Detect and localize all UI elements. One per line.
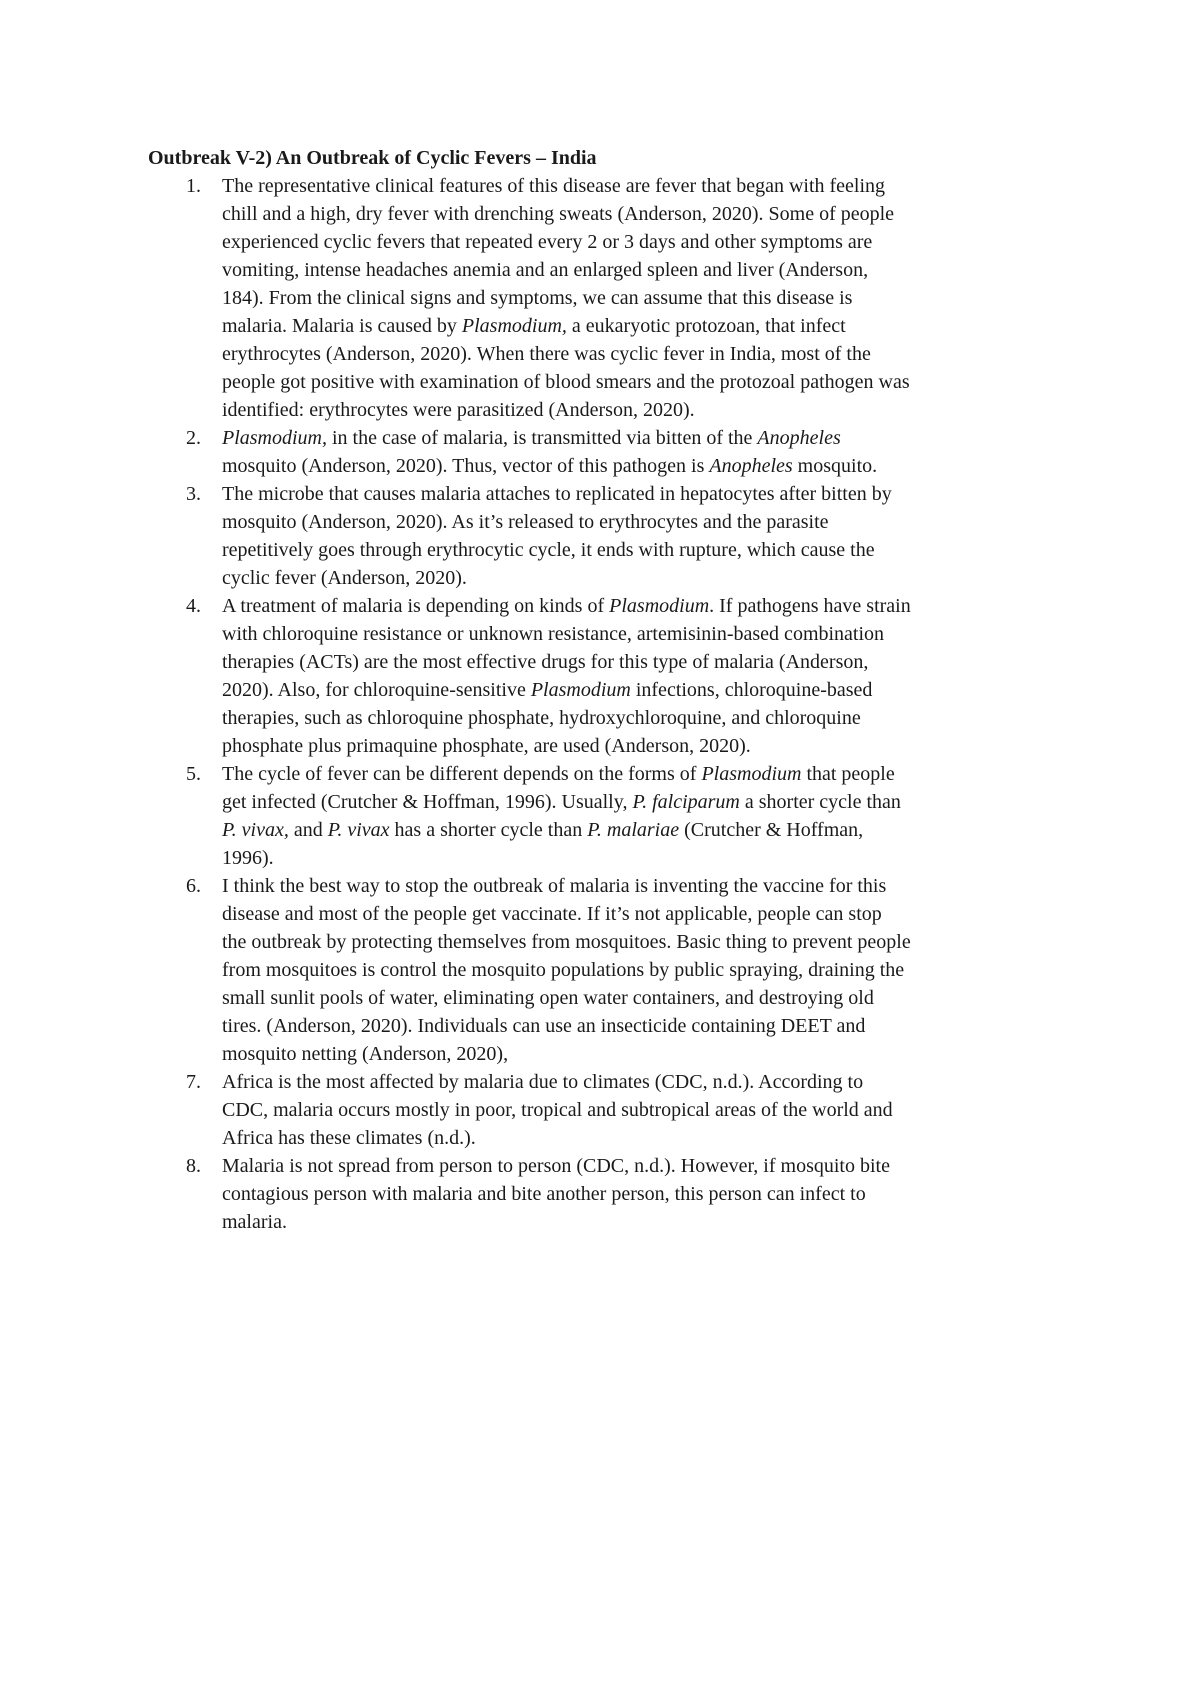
list-item (0, 480, 1200, 592)
text-run: mosquito netting (Anderson, 2020), (222, 1043, 509, 1065)
text-line (222, 1208, 1062, 1236)
list-item-text (222, 1068, 1062, 1152)
text-line (222, 732, 1062, 760)
text-run: tires. (Anderson, 2020). Individuals can use an insecticide containing DEET and (222, 1015, 866, 1037)
list-item (0, 592, 1200, 760)
text-run: in the case of malaria, is transmitted via bitten of the (327, 427, 758, 449)
text-run: repetitively goes through erythrocytic cycle, it ends with rupture, which cause the (222, 539, 875, 561)
text-run: small sunlit pools of water, eliminating open water containers, and destroying old (222, 987, 874, 1009)
text-line (222, 1040, 1062, 1068)
text-line (222, 1180, 1062, 1208)
italic-text: P. malariae (587, 819, 680, 841)
text-line (222, 816, 1062, 844)
list-item-text (222, 760, 1062, 872)
text-run: has a shorter cycle than (389, 819, 588, 841)
text-run: CDC, malaria occurs mostly in poor, tropical and subtropical areas of the world and (222, 1099, 893, 1121)
text-run: I think the best way to stop the outbreak of malaria is inventing the vaccine for this (222, 875, 887, 897)
text-line (222, 928, 1062, 956)
text-run: malaria. Malaria is caused by (222, 315, 462, 337)
text-run: Malaria is not spread from person to person (CDC, n.d.). However, if mosquito bite (222, 1155, 890, 1177)
text-line (222, 676, 1062, 704)
text-line (222, 508, 1062, 536)
text-line (222, 760, 1062, 788)
list-item (0, 172, 1200, 424)
text-line (222, 1012, 1062, 1040)
text-line (222, 536, 1062, 564)
list-item-number: 3. (186, 483, 201, 505)
text-line (222, 396, 1062, 424)
text-line (222, 228, 1062, 256)
text-run: disease and most of the people get vaccinate. If it’s not applicable, people can stop (222, 903, 882, 925)
text-line (222, 844, 1062, 872)
text-line (222, 1124, 1062, 1152)
text-run: identified: erythrocytes were parasitized (Anderson, 2020). (222, 399, 695, 421)
text-run: cyclic fever (Anderson, 2020). (222, 567, 467, 589)
text-line (222, 368, 1062, 396)
text-run: mosquito. (792, 455, 878, 477)
text-run: 1996). (222, 847, 274, 869)
text-run: the outbreak by protecting themselves from mosquitoes. Basic thing to prevent people (222, 931, 911, 953)
text-run: The microbe that causes malaria attaches to replicated in hepatocytes after bitten by (222, 483, 892, 505)
list-item-number: 4. (186, 595, 201, 617)
text-run: . If pathogens have strain (709, 595, 911, 617)
text-run: chill and a high, dry fever with drenching sweats (Anderson, 2020). Some of people (222, 203, 895, 225)
text-line (222, 1152, 1062, 1180)
text-run: a shorter cycle than (739, 791, 901, 813)
italic-text: Anopheles (757, 427, 841, 449)
text-run: vomiting, intense headaches anemia and an enlarged spleen and liver (Anderson, (222, 259, 869, 281)
italic-text: Anopheles (709, 455, 793, 477)
text-run: from mosquitoes is control the mosquito populations by public spraying, draining the (222, 959, 905, 981)
text-line (222, 620, 1062, 648)
text-line (222, 480, 1062, 508)
text-line (222, 284, 1062, 312)
text-line (222, 564, 1062, 592)
list-item (0, 1152, 1200, 1236)
text-run: 2020). Also, for chloroquine-sensitive (222, 679, 531, 701)
text-run: Africa has these climates (n.d.). (222, 1127, 476, 1149)
text-run: get infected (Crutcher & Hoffman, 1996). Usually, (222, 791, 633, 813)
text-line (222, 424, 1062, 452)
italic-text: Plasmodium, (222, 427, 327, 449)
text-line (222, 900, 1062, 928)
list-item-text (222, 480, 1062, 592)
text-line (222, 788, 1062, 816)
list-item (0, 872, 1200, 1068)
text-run: erythrocytes (Anderson, 2020). When there was cyclic fever in India, most of the (222, 343, 871, 365)
text-run: The representative clinical features of this disease are fever that began with feeling (222, 175, 886, 197)
text-run: Africa is the most affected by malaria due to climates (CDC, n.d.). According to (222, 1071, 864, 1093)
text-line (222, 704, 1062, 732)
italic-text: P. vivax, (222, 819, 289, 841)
list-item-text (222, 172, 1062, 424)
text-line (222, 984, 1062, 1012)
text-run: (Crutcher & Hoffman, (679, 819, 864, 841)
text-line (222, 1096, 1062, 1124)
list-item (0, 424, 1200, 480)
text-line (222, 956, 1062, 984)
list-item-number: 5. (186, 763, 201, 785)
list-item-number: 1. (186, 175, 201, 197)
italic-text: Plasmodium (701, 763, 802, 785)
text-run: contagious person with malaria and bite another person, this person can infect to (222, 1183, 866, 1205)
numbered-list (0, 172, 1200, 1236)
list-item-text (222, 1152, 1062, 1236)
text-run: malaria. (222, 1211, 287, 1233)
italic-text: P. falciparum (632, 791, 740, 813)
italic-text: Plasmodium (530, 679, 631, 701)
text-run: The cycle of fever can be different depends on the forms of (222, 763, 702, 785)
italic-text: Plasmodium (609, 595, 710, 617)
list-item-text (222, 592, 1062, 760)
text-run: a eukaryotic protozoan, that infect (566, 315, 846, 337)
text-run: therapies, such as chloroquine phosphate, hydroxychloroquine, and chloroquine (222, 707, 861, 729)
text-run: mosquito (Anderson, 2020). Thus, vector of this pathogen is (222, 455, 710, 477)
text-line (222, 312, 1062, 340)
text-line (222, 256, 1062, 284)
list-item (0, 760, 1200, 872)
text-run: and (288, 819, 328, 841)
text-run: phosphate plus primaquine phosphate, are used (Anderson, 2020). (222, 735, 751, 757)
text-line (222, 1068, 1062, 1096)
text-line (222, 172, 1062, 200)
text-run: experienced cyclic fevers that repeated every 2 or 3 days and other symptoms are (222, 231, 873, 253)
list-item-number: 8. (186, 1155, 201, 1177)
text-run: that people (801, 763, 895, 785)
text-line (222, 648, 1062, 676)
list-item-text (222, 424, 1062, 480)
list-item-number: 2. (186, 427, 201, 449)
italic-text: P. vivax (327, 819, 390, 841)
text-line (222, 872, 1062, 900)
text-run: with chloroquine resistance or unknown resistance, artemisinin-based combination (222, 623, 885, 645)
list-item (0, 1068, 1200, 1152)
text-run: people got positive with examination of blood smears and the protozoal pathogen was (222, 371, 910, 393)
document-title: Outbreak V-2) An Outbreak of Cyclic Fevers – India (148, 147, 597, 169)
text-run: therapies (ACTs) are the most effective drugs for this type of malaria (Anderson, (222, 651, 869, 673)
list-item-text (222, 872, 1062, 1068)
list-item-number: 7. (186, 1071, 201, 1093)
text-line (222, 592, 1062, 620)
text-run: infections, chloroquine-based (630, 679, 873, 701)
list-item-number: 6. (186, 875, 201, 897)
italic-text: Plasmodium, (461, 315, 567, 337)
text-run: mosquito (Anderson, 2020). As it’s released to erythrocytes and the parasite (222, 511, 829, 533)
text-run: A treatment of malaria is depending on kinds of (222, 595, 610, 617)
text-line (222, 200, 1062, 228)
text-run: 184). From the clinical signs and symptoms, we can assume that this disease is (222, 287, 853, 309)
text-line (222, 340, 1062, 368)
text-line (222, 452, 1062, 480)
